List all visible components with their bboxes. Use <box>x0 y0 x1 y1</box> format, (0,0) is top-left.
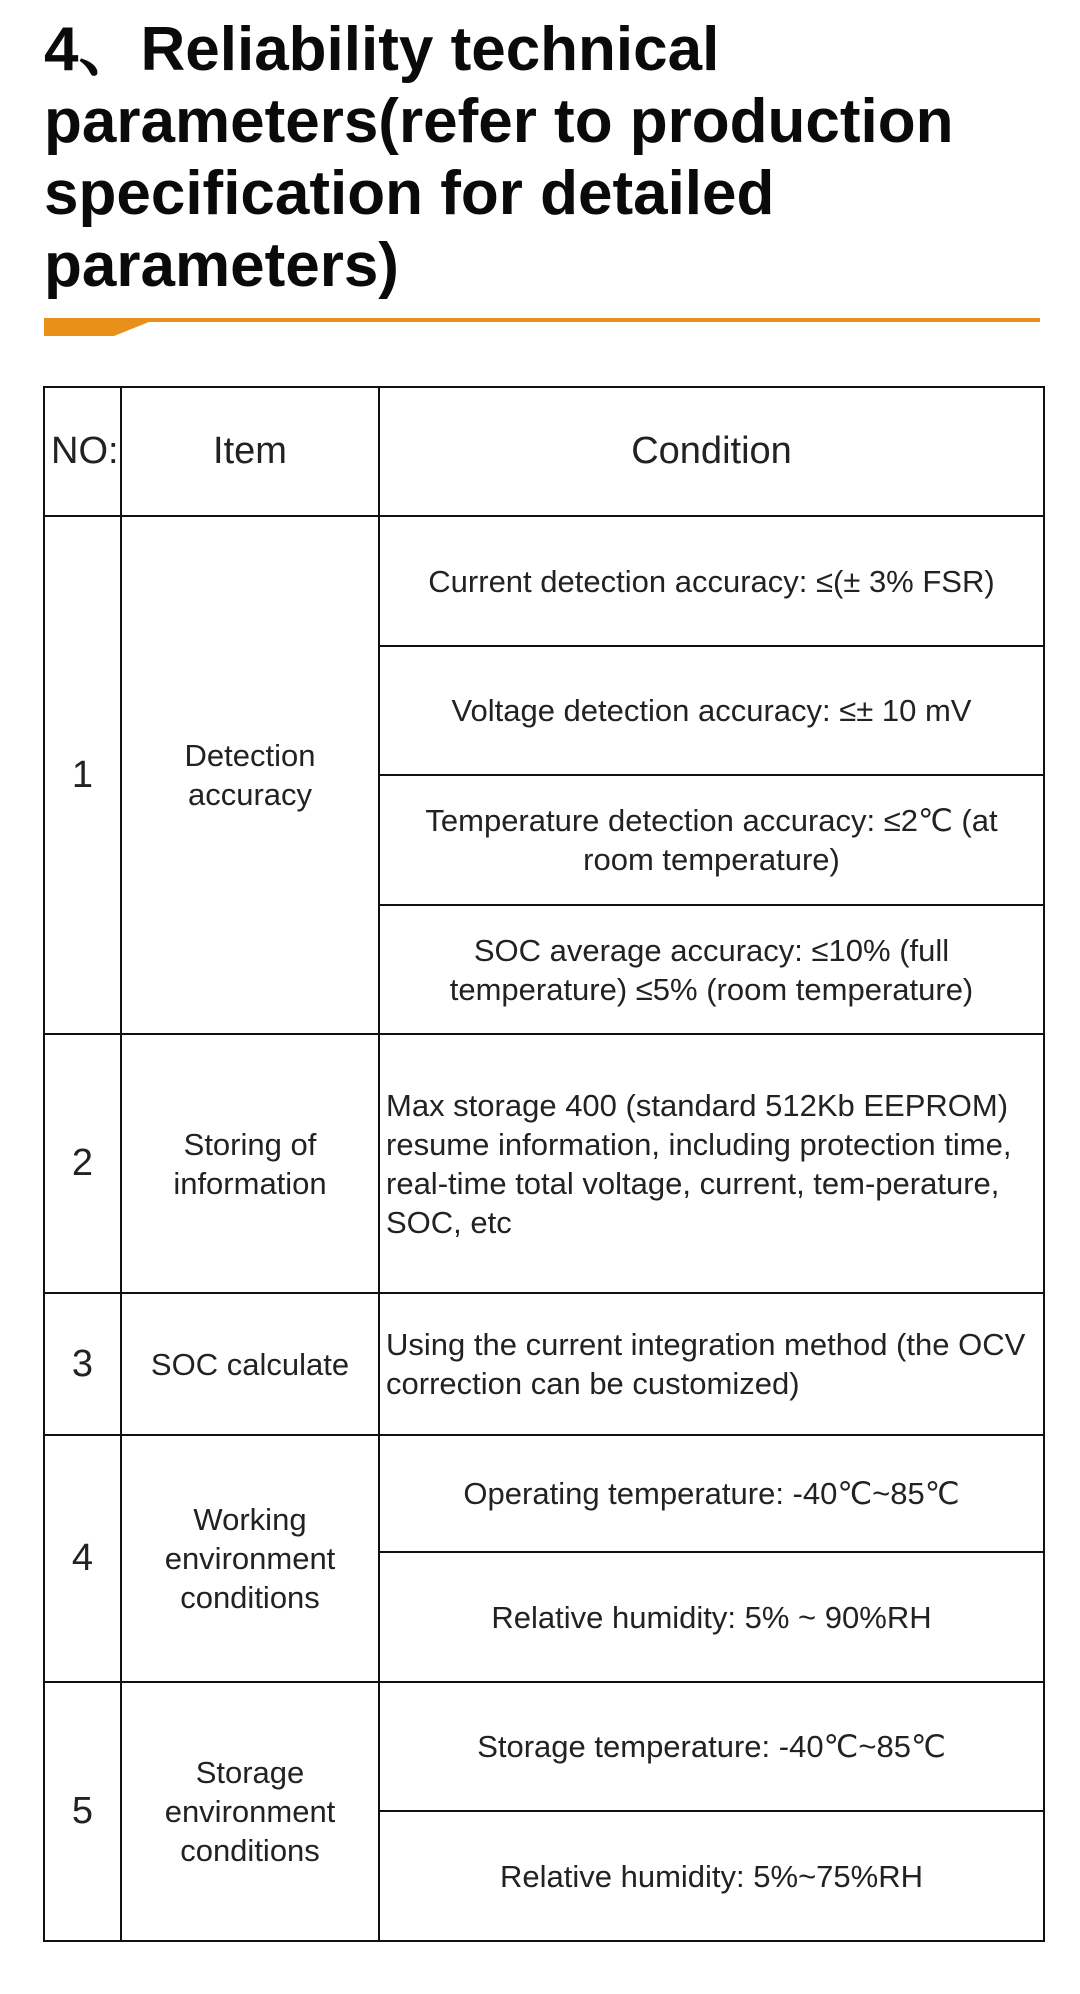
row-item: SOC calculate <box>121 1293 379 1435</box>
table-row <box>44 516 1044 646</box>
table-row <box>44 1435 1044 1552</box>
page-title: 4、Reliability technical parameters(refer to production specification for detailed parameters) <box>44 15 954 300</box>
row-condition: Current detection accuracy: ≤(± 3% FSR) <box>379 516 1044 646</box>
row-condition: SOC average accuracy: ≤10% (full temperature) ≤5% (room temperature) <box>379 905 1044 1034</box>
row-item: Storing of information <box>121 1034 379 1293</box>
row-number: 5 <box>44 1682 121 1941</box>
row-item: Storage environment conditions <box>121 1682 379 1941</box>
row-condition: Relative humidity: 5% ~ 90%RH <box>379 1552 1044 1682</box>
row-number: 3 <box>44 1293 121 1435</box>
row-condition: Temperature detection accuracy: ≤2℃ (at room temperature) <box>379 775 1044 905</box>
header-condition: Condition <box>379 387 1044 516</box>
header-item: Item <box>121 387 379 516</box>
row-condition: Voltage detection accuracy: ≤± 10 mV <box>379 646 1044 775</box>
table-row <box>44 1034 1044 1293</box>
row-item: Detection accuracy <box>121 516 379 1034</box>
table-header-row <box>44 387 1044 516</box>
table-row <box>44 1293 1044 1435</box>
table-row <box>44 1682 1044 1811</box>
row-number: 2 <box>44 1034 121 1293</box>
row-condition: Operating temperature: -40℃~85℃ <box>379 1435 1044 1552</box>
row-condition: Max storage 400 (standard 512Kb EEPROM) resume information, including protection time, real-time total voltage, current, tem-perature, SOC, etc <box>379 1034 1044 1293</box>
row-item: Working environment conditions <box>121 1435 379 1682</box>
row-number: 1 <box>44 516 121 1034</box>
title-underline <box>44 318 1040 340</box>
header-no: NO: <box>44 387 121 516</box>
row-condition: Using the current integration method (the OCV correction can be customized) <box>379 1293 1044 1435</box>
row-condition: Relative humidity: 5%~75%RH <box>379 1811 1044 1941</box>
row-condition: Storage temperature: -40℃~85℃ <box>379 1682 1044 1811</box>
row-number: 4 <box>44 1435 121 1682</box>
reliability-parameters-table <box>43 386 1045 1942</box>
